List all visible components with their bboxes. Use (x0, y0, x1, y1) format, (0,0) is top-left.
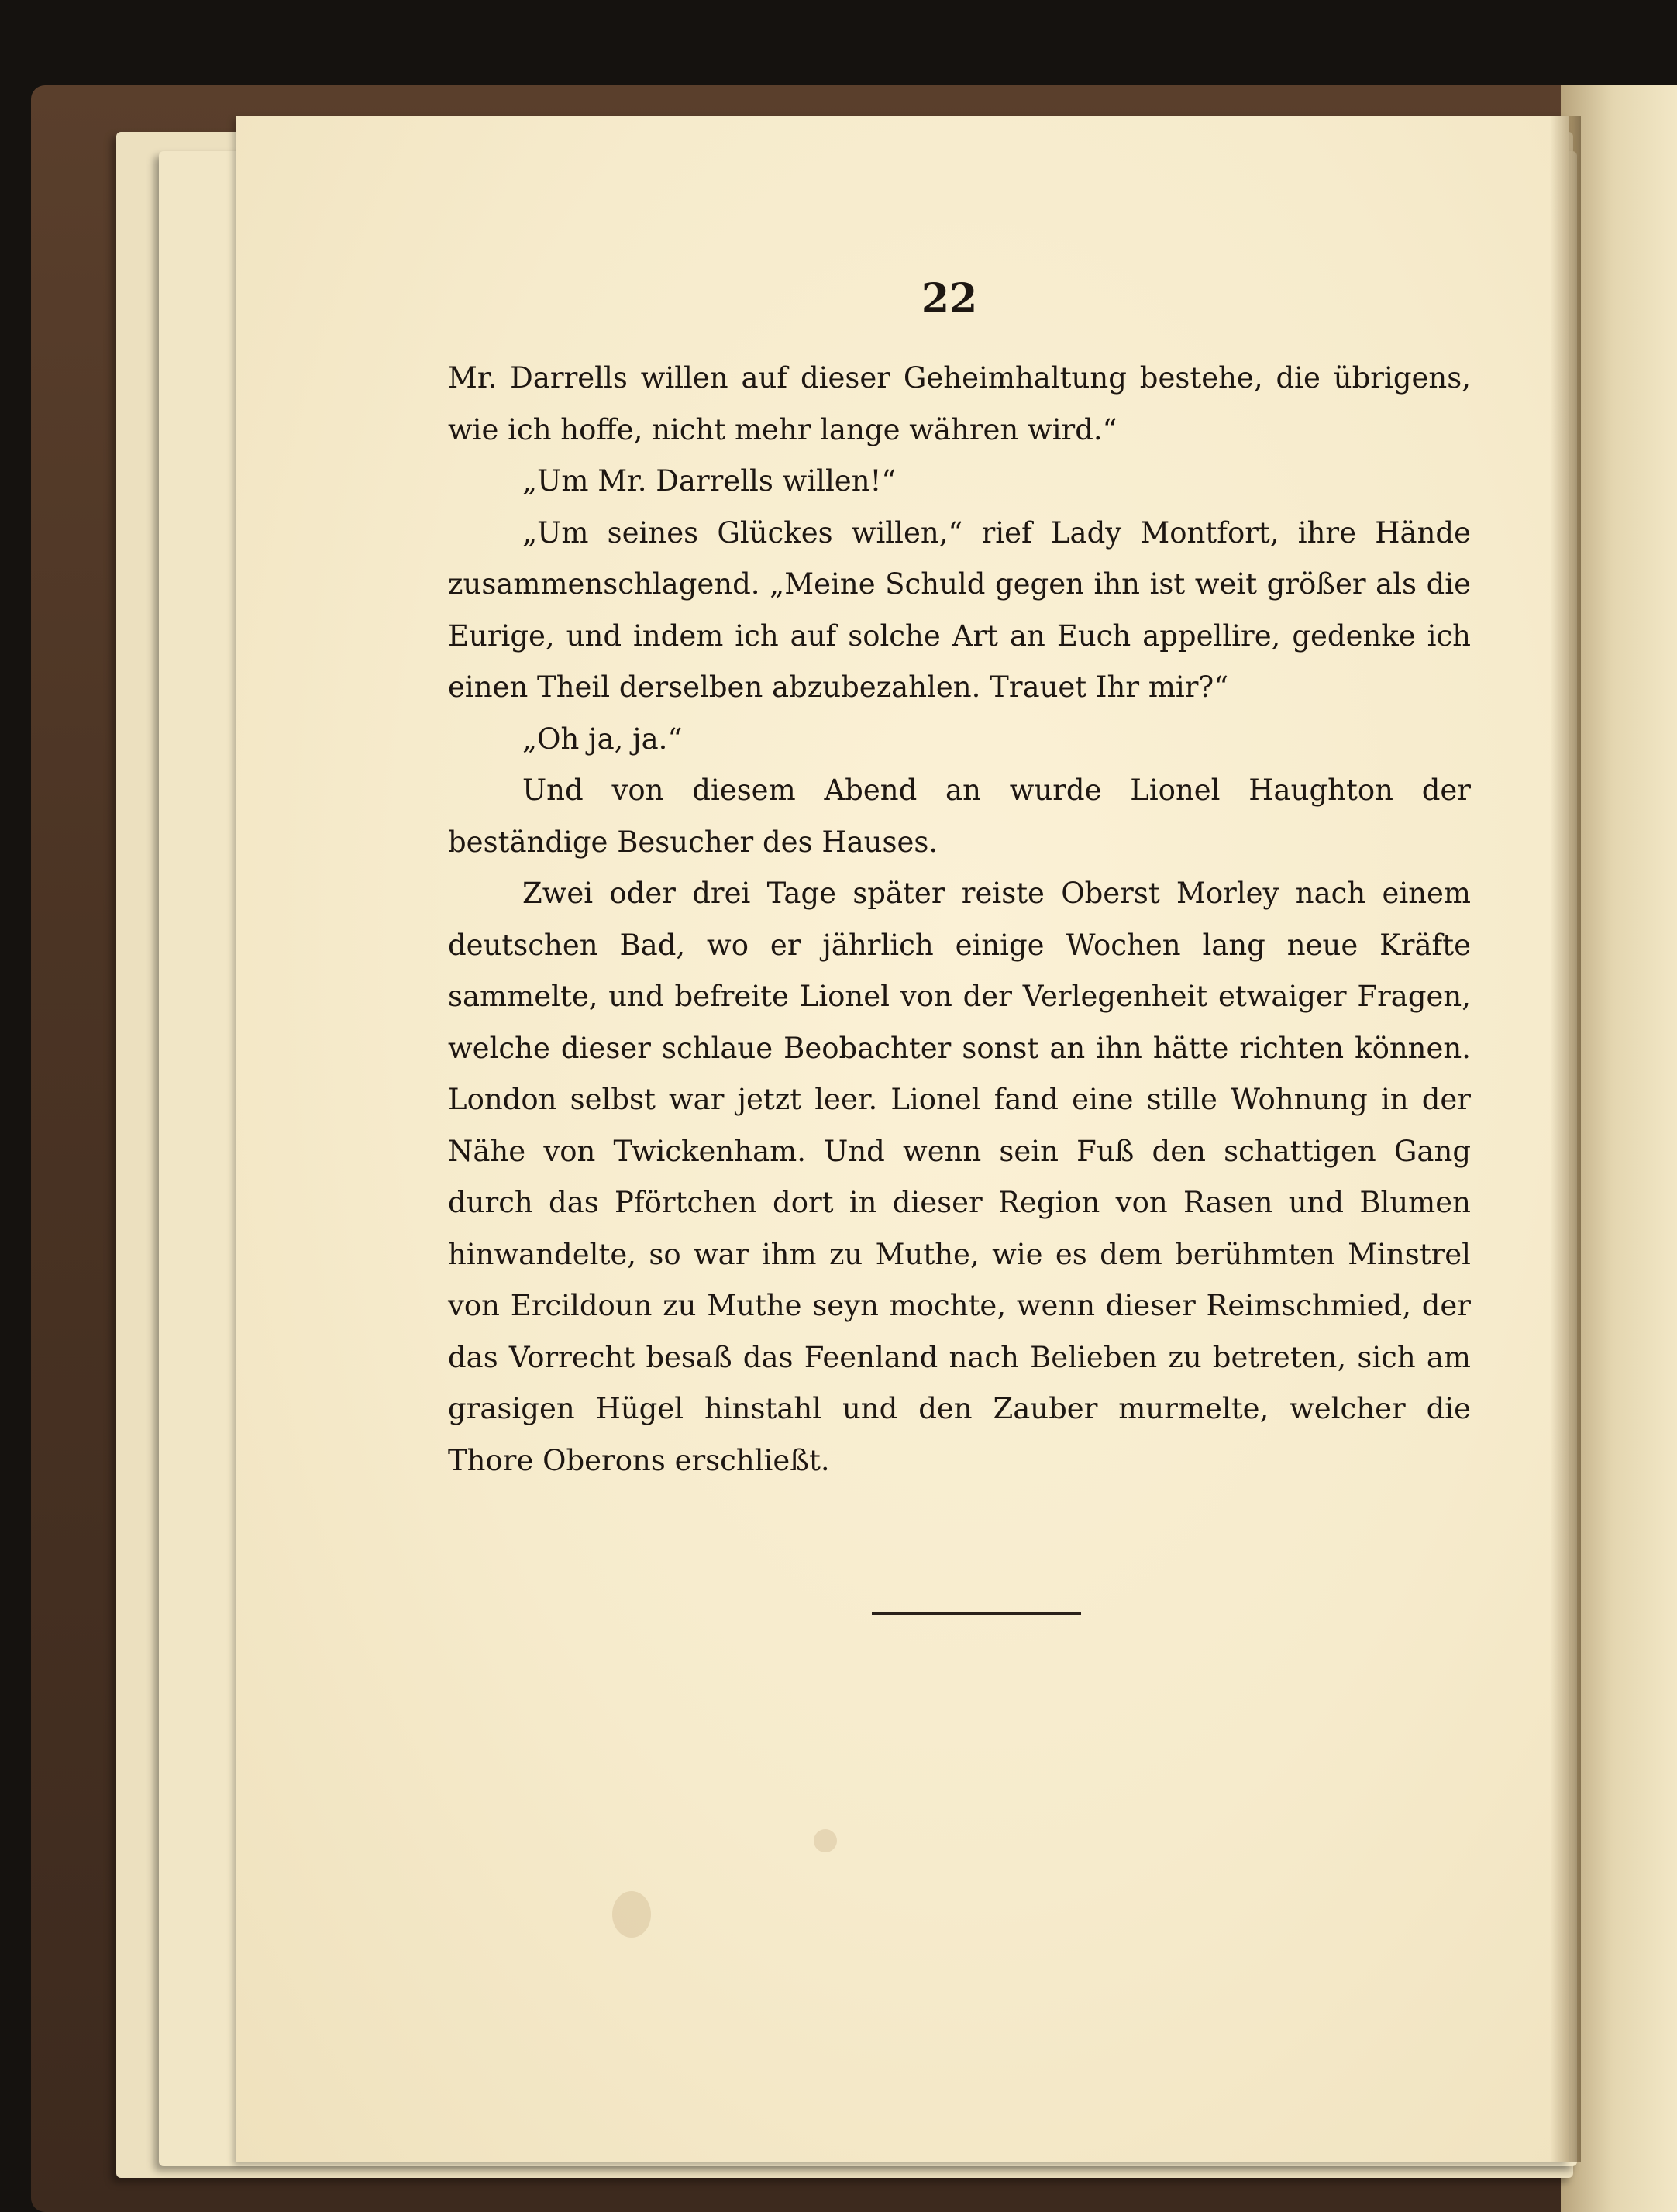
page-gutter (1550, 116, 1581, 2162)
paper-stain (612, 1891, 651, 1938)
paragraph: „Um Mr. Darrells willen!“ (522, 464, 897, 498)
paper-stain (814, 1829, 837, 1852)
paragraph: Und von diesem Abend an wurde Lionel Haughton der beständige Besucher des Hauses. (448, 774, 1471, 859)
paragraph: „Um seines Glückes willen,“ rief Lady Montfort, ihre Hände zusammenschlagend. „Meine Schuld gegen ihn ist weit größer als die Eurige, und indem ich auf solche Art an Euch appellire, gedenke ich einen Theil derselben abzubezahlen. Trauet Ihr mir?“ (448, 515, 1471, 704)
body-text (448, 353, 1471, 1487)
section-end-rule (872, 1612, 1081, 1615)
paragraph: Zwei oder drei Tage später reiste Oberst Morley nach einem deutschen Bad, wo er jährlich einige Wochen lang neue Kräfte sammelte, und befreite Lionel von der Verlegenheit etwaiger Fragen, welche dieser schlaue Beobachter sonst an ihn hätte richten können. London selbst war jetzt leer. Lionel fand eine stille Wohnung in der Nähe von Twickenham. Und wenn sein Fuß den schattigen Gang durch das Pförtchen dort in dieser Region von Rasen und Blumen hinwandelte, so war ihm zu Muthe, wie es dem berühmten Minstrel von Ercildoun zu Muthe seyn mochte, wenn dieser Reimschmied, der das Vorrecht besaß das Feenland nach Belieben zu betreten, sich am grasigen Hügel hinstahl und den Zauber murmelte, welcher die Thore Oberons erschließt. (448, 877, 1471, 1477)
paragraph: Mr. Darrells willen auf dieser Geheimhaltung bestehe, die übrigens, wie ich hoffe, nicht mehr lange währen wird.“ (448, 361, 1471, 446)
page-number: 22 (921, 275, 978, 322)
paragraph: „Oh ja, ja.“ (522, 722, 683, 756)
